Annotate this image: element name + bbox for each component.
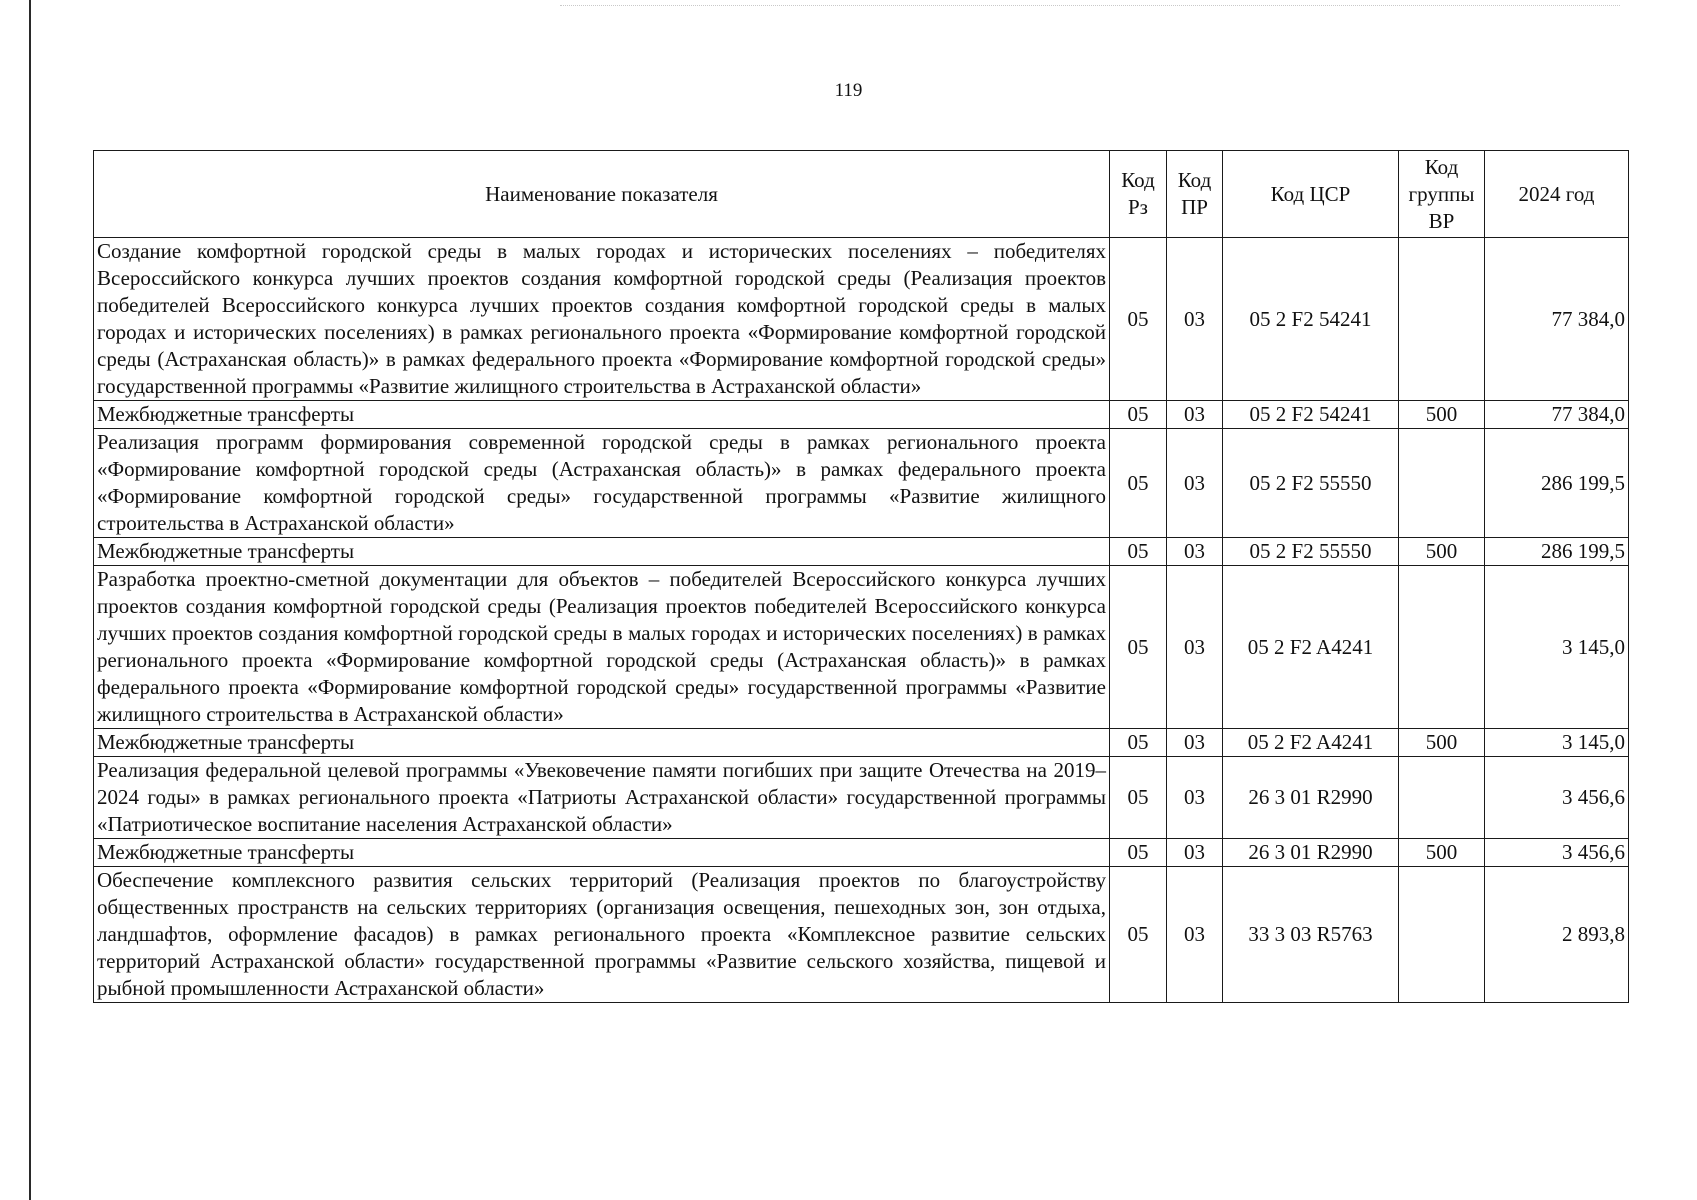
header-name: Наименование показателя (94, 151, 1110, 238)
row-rz: 05 (1110, 538, 1167, 566)
header-csr: Код ЦСР (1223, 151, 1399, 238)
row-name: Межбюджетные трансферты (94, 538, 1110, 566)
row-amount: 77 384,0 (1485, 238, 1629, 401)
row-pr: 03 (1167, 538, 1223, 566)
row-csr: 26 3 01 R2990 (1223, 757, 1399, 839)
row-rz: 05 (1110, 867, 1167, 1003)
table-header-row (94, 151, 1629, 238)
row-vr: 500 (1399, 401, 1485, 429)
table-row (94, 538, 1629, 566)
row-pr: 03 (1167, 566, 1223, 729)
row-rz: 05 (1110, 429, 1167, 538)
row-amount: 2 893,8 (1485, 867, 1629, 1003)
row-name: Реализация федеральной целевой программы «Увековечение памяти погибших при защите Отечества на 2019–2024 годы» в рамках регионального проекта «Патриоты Астраханской области» государственной программы «Патриотическое воспитание населения Астраханской области» (94, 757, 1110, 839)
scan-edge-artifact (560, 5, 1620, 6)
row-rz: 05 (1110, 566, 1167, 729)
row-pr: 03 (1167, 839, 1223, 867)
table-row (94, 729, 1629, 757)
row-amount: 286 199,5 (1485, 538, 1629, 566)
row-rz: 05 (1110, 729, 1167, 757)
row-amount: 3 145,0 (1485, 566, 1629, 729)
table-row (94, 757, 1629, 839)
row-rz: 05 (1110, 401, 1167, 429)
row-csr: 05 2 F2 A4241 (1223, 729, 1399, 757)
row-amount: 77 384,0 (1485, 401, 1629, 429)
row-csr: 05 2 F2 A4241 (1223, 566, 1399, 729)
row-name: Обеспечение комплексного развития сельских территорий (Реализация проектов по благоустройству общественных пространств на сельских территориях (организация освещения, пешеходных зон, зон отдыха, ландшафтов, оформление фасадов) в рамках регионального проекта «Комплексное развитие сельских территорий Астраханской области» государственной программы «Развитие сельского хозяйства, пищевой и рыбной промышленности Астраханской области» (94, 867, 1110, 1003)
header-pr: Код ПР (1167, 151, 1223, 238)
row-rz: 05 (1110, 238, 1167, 401)
table-row (94, 566, 1629, 729)
row-vr: 500 (1399, 839, 1485, 867)
table-row (94, 839, 1629, 867)
row-amount: 286 199,5 (1485, 429, 1629, 538)
row-vr: 500 (1399, 729, 1485, 757)
header-rz: Код Рз (1110, 151, 1167, 238)
table-row (94, 867, 1629, 1003)
table-row (94, 401, 1629, 429)
row-csr: 33 3 03 R5763 (1223, 867, 1399, 1003)
row-name: Создание комфортной городской среды в малых городах и исторических поселениях – победителях Всероссийского конкурса лучших проектов создания комфортной городской среды (Реализация проектов победителей Всероссийского конкурса лучших проектов создания комфортной городской среды в малых городах и исторических поселениях) в рамках регионального проекта «Формирование комфортной городской среды (Астраханская область)» в рамках федерального проекта «Формирование комфортной городской среды» государственной программы «Развитие жилищного строительства в Астраханской области» (94, 238, 1110, 401)
row-pr: 03 (1167, 429, 1223, 538)
table-row (94, 238, 1629, 401)
row-vr (1399, 566, 1485, 729)
row-rz: 05 (1110, 757, 1167, 839)
row-amount: 3 145,0 (1485, 729, 1629, 757)
row-vr: 500 (1399, 538, 1485, 566)
row-pr: 03 (1167, 401, 1223, 429)
row-csr: 05 2 F2 54241 (1223, 238, 1399, 401)
row-csr: 05 2 F2 55550 (1223, 538, 1399, 566)
budget-table (93, 150, 1629, 1003)
row-pr: 03 (1167, 757, 1223, 839)
row-pr: 03 (1167, 729, 1223, 757)
row-vr (1399, 429, 1485, 538)
row-csr: 26 3 01 R2990 (1223, 839, 1399, 867)
row-name: Межбюджетные трансферты (94, 401, 1110, 429)
row-amount: 3 456,6 (1485, 757, 1629, 839)
row-name: Межбюджетные трансферты (94, 839, 1110, 867)
row-pr: 03 (1167, 238, 1223, 401)
row-csr: 05 2 F2 54241 (1223, 401, 1399, 429)
row-vr (1399, 238, 1485, 401)
page-number: 119 (834, 80, 863, 101)
binding-edge-line (29, 0, 31, 1200)
row-pr: 03 (1167, 867, 1223, 1003)
header-year: 2024 год (1485, 151, 1629, 238)
row-name: Разработка проектно-сметной документации для объектов – победителей Всероссийского конкурса лучших проектов создания комфортной городской среды (Реализация проектов победителей Всероссийского конкурса лучших проектов создания комфортной городской среды в малых городах и исторических поселениях) в рамках регионального проекта «Формирование комфортной городской среды (Астраханская область)» в рамках федерального проекта «Формирование комфортной городской среды» государственной программы «Развитие жилищного строительства в Астраханской области» (94, 566, 1110, 729)
header-vr: Код группы ВР (1399, 151, 1485, 238)
row-name: Реализация программ формирования современной городской среды в рамках регионального проекта «Формирование комфортной городской среды (Астраханская область)» в рамках федерального проекта «Формирование комфортной городской среды» государственной программы «Развитие жилищного строительства в Астраханской области» (94, 429, 1110, 538)
row-name: Межбюджетные трансферты (94, 729, 1110, 757)
table-row (94, 429, 1629, 538)
row-amount: 3 456,6 (1485, 839, 1629, 867)
row-csr: 05 2 F2 55550 (1223, 429, 1399, 538)
row-rz: 05 (1110, 839, 1167, 867)
row-vr (1399, 867, 1485, 1003)
row-vr (1399, 757, 1485, 839)
